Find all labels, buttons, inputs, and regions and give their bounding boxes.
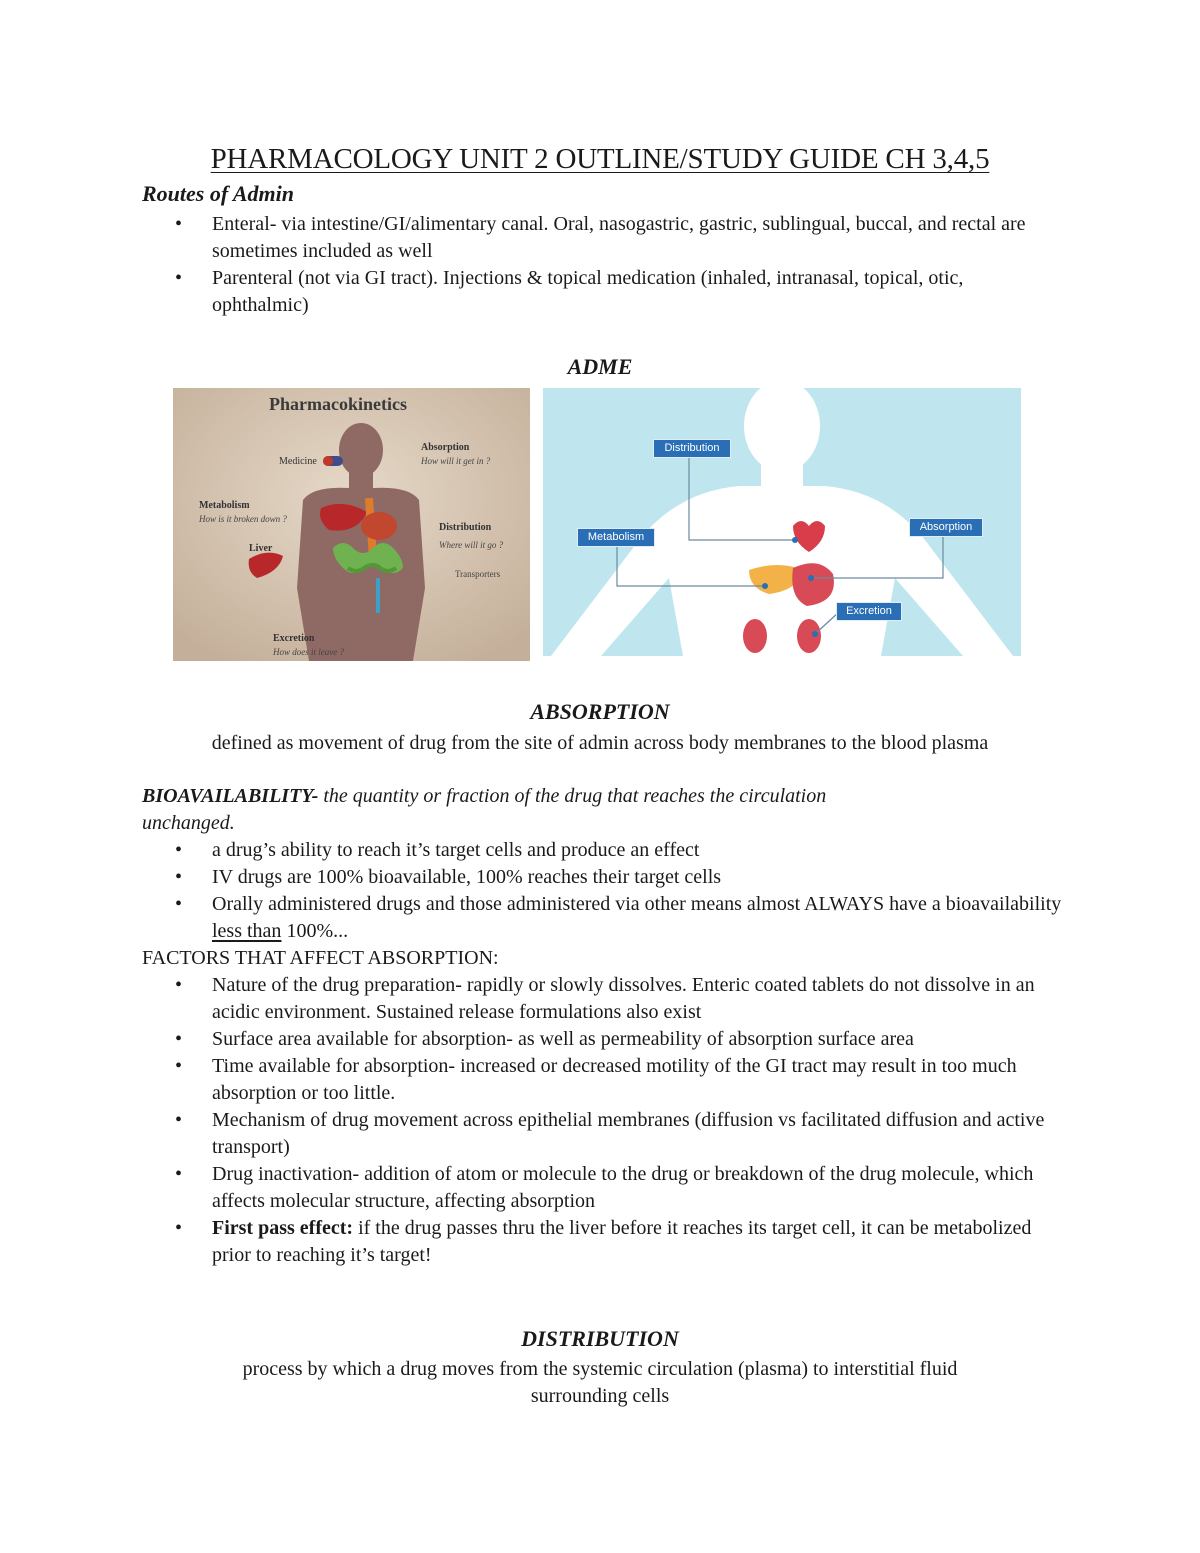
bullet-icon: • xyxy=(175,1217,183,1239)
pk-absorption-label: Absorption xyxy=(421,442,470,453)
pk-liver-label: Liver xyxy=(249,543,273,554)
bullet-icon: • xyxy=(175,893,183,915)
routes-heading: Routes of Admin xyxy=(142,181,294,206)
routes-list xyxy=(142,211,1062,319)
adme-excretion-label: Excretion xyxy=(836,602,902,621)
list-item: • Parenteral (not via GI tract). Injections & topical medication (inhaled, intranasal, topical, otic, ophthalmic) xyxy=(175,267,964,316)
factors-heading: FACTORS THAT AFFECT ABSORPTION: xyxy=(142,947,499,969)
factors-list xyxy=(142,972,1062,1269)
pk-transporters-label: Transporters xyxy=(455,569,501,579)
list-item: • Mechanism of drug movement across epithelial membranes (diffusion vs facilitated diffusion and active transport) xyxy=(175,1109,1045,1158)
list-item: • a drug’s ability to reach it’s target cells and produce an effect xyxy=(142,837,1062,864)
bullet-icon: • xyxy=(175,866,183,888)
pharmacokinetics-image xyxy=(173,388,530,661)
bullet-icon: • xyxy=(175,1109,183,1131)
list-item: • Nature of the drug preparation- rapidly or slowly dissolves. Enteric coated tablets do not dissolve in an acidic environment. Sustained release formulations also exist xyxy=(175,974,1035,1023)
list-item: • First pass effect: if the drug passes thru the liver before it reaches its target cell, it can be metabolized prior to reaching it’s target! xyxy=(175,1217,1032,1266)
list-item: • Drug inactivation- addition of atom or molecule to the drug or breakdown of the drug molecule, which affects molecular structure, affecting absorption xyxy=(175,1163,1034,1212)
pk-absorption-question: How will it get in ? xyxy=(421,456,491,466)
pk-metabolism-question: How is it broken down ? xyxy=(199,514,287,524)
bullet-icon: • xyxy=(175,1028,183,1050)
pk-distribution-question: Where will it go ? xyxy=(439,540,504,550)
bullet-icon: • xyxy=(175,213,183,235)
list-item: • Orally administered drugs and those administered via other means almost ALWAYS have a bioavailability less than 100%... xyxy=(175,893,1062,942)
pk-title: Pharmacokinetics xyxy=(269,394,407,414)
bullet-icon: • xyxy=(175,974,183,996)
bioavailability-definition: BIOAVAILABILITY- the quantity or fraction of the drug that reaches the circulation unchanged. xyxy=(142,785,827,834)
adme-distribution-label: Distribution xyxy=(653,439,731,458)
adme-body-image xyxy=(543,388,1021,656)
bullet-icon: • xyxy=(175,1163,183,1185)
adme-absorption-label: Absorption xyxy=(909,518,983,537)
bullet-icon: • xyxy=(175,1055,183,1077)
bioavailability-term: BIOAVAILABILITY- xyxy=(142,785,319,807)
absorption-definition: defined as movement of drug from the site of admin across body membranes to the blood plasma xyxy=(211,732,989,754)
adme-heading: ADME xyxy=(567,354,633,379)
pk-medicine-label: Medicine xyxy=(279,456,317,467)
absorption-heading: ABSORPTION xyxy=(530,699,670,724)
list-item: • Surface area available for absorption- as well as permeability of absorption surface area xyxy=(142,1026,1062,1053)
pk-excretion-label: Excretion xyxy=(273,633,315,644)
distribution-heading: DISTRIBUTION xyxy=(521,1326,679,1351)
bioavailability-list xyxy=(142,837,1062,945)
bullet-icon: • xyxy=(175,267,183,289)
page-title: PHARMACOLOGY UNIT 2 OUTLINE/STUDY GUIDE CH 3,4,5 xyxy=(210,143,990,175)
pk-excretion-question: How does it leave ? xyxy=(273,647,344,657)
list-item: • Time available for absorption- increased or decreased motility of the GI tract may result in too much absorption or too little. xyxy=(175,1055,1017,1104)
list-item: • IV drugs are 100% bioavailable, 100% reaches their target cells xyxy=(142,864,1062,891)
pk-distribution-label: Distribution xyxy=(439,522,492,533)
bullet-icon: • xyxy=(175,839,183,861)
first-pass-term: First pass effect: xyxy=(212,1217,354,1239)
adme-metabolism-label: Metabolism xyxy=(577,528,655,547)
pk-metabolism-label: Metabolism xyxy=(199,500,250,511)
distribution-definition: process by which a drug moves from the systemic circulation (plasma) to interstitial fluid surrounding cells xyxy=(242,1358,958,1407)
list-item: • Enteral- via intestine/GI/alimentary canal. Oral, nasogastric, gastric, sublingual, buccal, and rectal are sometimes included as well xyxy=(175,213,1026,262)
